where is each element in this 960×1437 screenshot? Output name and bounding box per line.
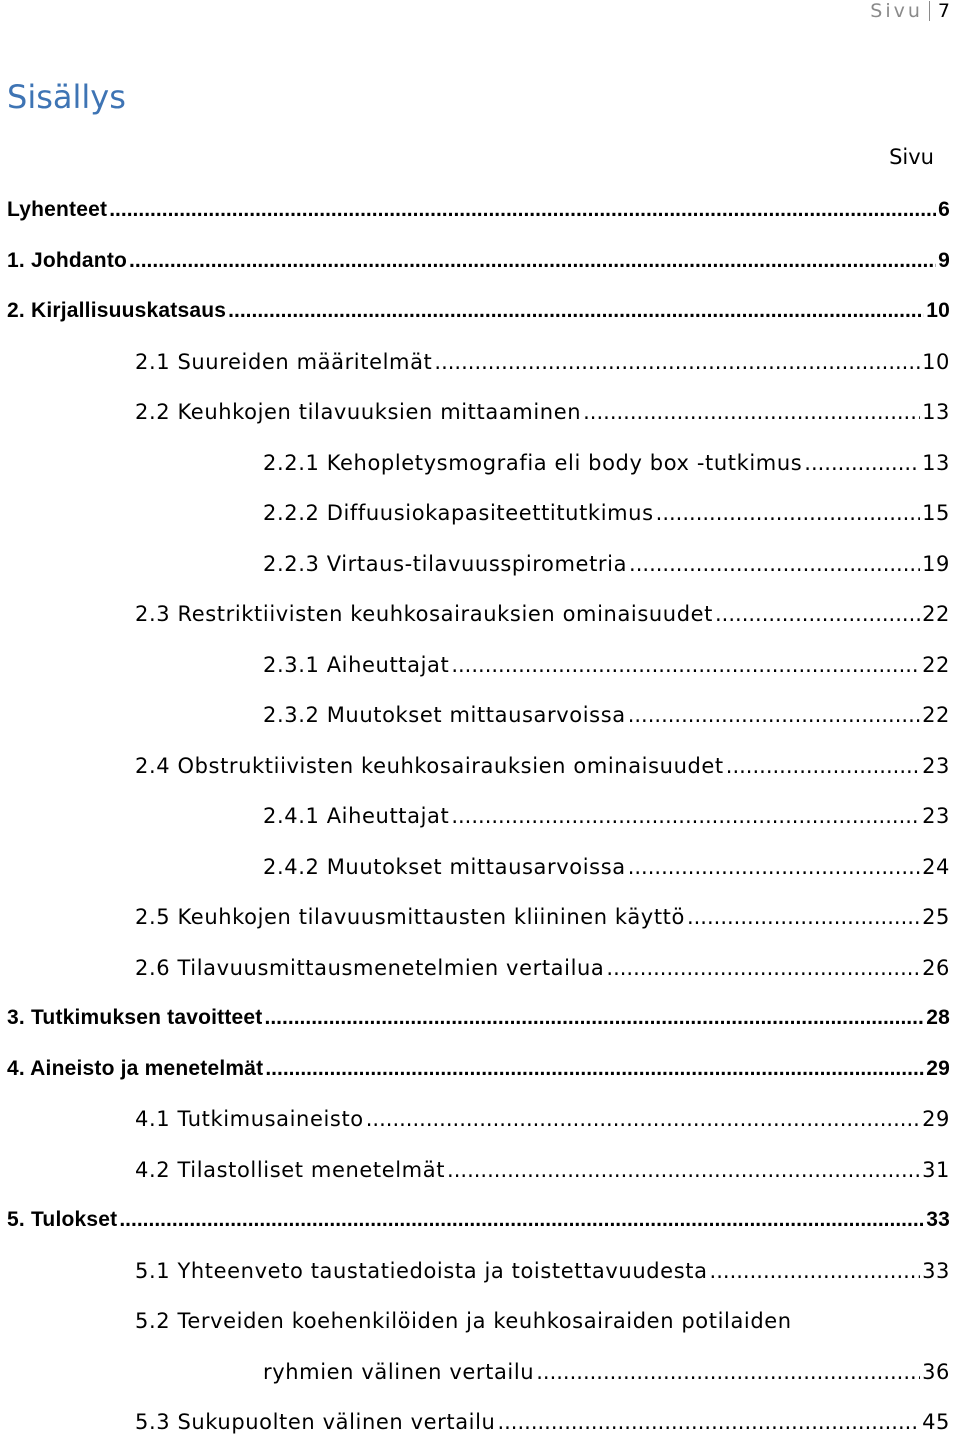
toc-entry-leader (434, 347, 920, 377)
toc-entry-page: 26 (922, 956, 950, 980)
toc-entry-page: 22 (922, 602, 950, 626)
toc-entry-label: 5. Tulokset (7, 1208, 118, 1231)
toc-entry-page: 23 (922, 804, 950, 828)
toc-entry-leader (710, 1256, 921, 1286)
toc-entry[interactable] (135, 1104, 950, 1134)
toc-entry-leader (497, 1407, 920, 1437)
toc-entry-leader (628, 700, 920, 730)
toc-entry-page: 28 (926, 1006, 950, 1029)
toc-entry-label: 2.2.2 Diffuusiokapasiteettitutkimus (263, 501, 654, 525)
toc-entry-page: 15 (922, 501, 950, 525)
toc-entry-label: 2.3.1 Aiheuttajat (263, 653, 450, 677)
toc-entry-page: 22 (922, 653, 950, 677)
toc-entry-page: 10 (926, 299, 950, 322)
toc-entry-page: 22 (922, 703, 950, 727)
toc-entry-label: 5.2 Terveiden koehenkilöiden ja keuhkosairaiden potilaiden (135, 1309, 792, 1333)
toc-entry-page: 36 (922, 1360, 950, 1384)
toc-entry[interactable] (135, 953, 950, 983)
toc-entry-leader (265, 1054, 924, 1084)
toc-entry-label: 1. Johdanto (7, 249, 128, 272)
toc-entry-page: 23 (922, 754, 950, 778)
toc-entry[interactable] (135, 397, 950, 427)
toc-entry-page: 25 (922, 905, 950, 929)
toc-entry[interactable] (135, 1407, 950, 1437)
toc-entry[interactable] (263, 650, 950, 680)
toc-entry-leader (228, 296, 924, 326)
toc-entry-label: 2.4.2 Muutokset mittausarvoissa (263, 855, 626, 879)
toc-entry[interactable] (135, 902, 950, 932)
toc-entry[interactable] (7, 195, 950, 225)
toc-entry[interactable] (135, 1306, 950, 1336)
toc-entry[interactable] (135, 751, 950, 781)
toc-entry-leader (628, 852, 920, 882)
page-header-separator (929, 1, 930, 21)
toc-entry-leader (726, 751, 920, 781)
toc-entry-page: 10 (922, 350, 950, 374)
toc-entry-leader (265, 1003, 925, 1033)
toc-entry-label: 2.3 Restriktiivisten keuhkosairauksien ominaisuudet (135, 602, 713, 626)
toc-entry-leader (606, 953, 920, 983)
toc-entry-leader (366, 1104, 920, 1134)
toc-entry-page: 31 (922, 1158, 950, 1182)
toc-entry-label: 2.3.2 Muutokset mittausarvoissa (263, 703, 626, 727)
toc-entry-page: 33 (922, 1259, 950, 1283)
toc-entry-page: 19 (922, 552, 950, 576)
toc-entry-label: 2.5 Keuhkojen tilavuusmittausten kliininen käyttö (135, 905, 685, 929)
toc-entry[interactable] (135, 1155, 950, 1185)
toc-entry[interactable] (7, 296, 950, 326)
toc-entry-leader (715, 599, 920, 629)
toc-entry-page: 29 (922, 1107, 950, 1131)
toc-entry[interactable] (7, 1054, 950, 1084)
toc-entry[interactable] (135, 1256, 950, 1286)
toc-entry-leader (583, 397, 920, 427)
toc-entry-label: 2.2.3 Virtaus-tilavuusspirometria (263, 552, 628, 576)
page-header-label: Sivu (870, 0, 923, 22)
toc-entry[interactable] (135, 347, 950, 377)
toc-entry-label: 2. Kirjallisuuskatsaus (7, 299, 227, 322)
toc-entry-leader (656, 498, 920, 528)
toc-entry-label: 2.2 Keuhkojen tilavuuksien mittaaminen (135, 400, 582, 424)
toc-entry[interactable] (263, 448, 950, 478)
toc-entry[interactable] (263, 1357, 950, 1387)
toc-entry-label: 2.6 Tilavuusmittausmenetelmien vertailua (135, 956, 605, 980)
page-column-label: Sivu (889, 145, 934, 169)
toc-entry-leader (687, 902, 920, 932)
toc-entry-label: 3. Tutkimuksen tavoitteet (7, 1006, 263, 1029)
toc-entry-label: 5.1 Yhteenveto taustatiedoista ja toistettavuudesta (135, 1259, 708, 1283)
toc-entry-label: Lyhenteet (7, 198, 108, 221)
toc-entry-label: ryhmien välinen vertailu (263, 1360, 535, 1384)
toc-entry-page: 13 (922, 451, 950, 475)
toc-title: Sisällys (7, 78, 126, 116)
toc-entry-page: 13 (922, 400, 950, 424)
toc-entry-page: 45 (922, 1410, 950, 1434)
toc-entry[interactable] (263, 700, 950, 730)
toc-entry-leader (629, 549, 920, 579)
toc-entry-page: 33 (926, 1208, 950, 1231)
toc-entry-label: 4.2 Tilastolliset menetelmät (135, 1158, 446, 1182)
toc-entry-label: 4.1 Tutkimusaineisto (135, 1107, 364, 1131)
toc-entry-leader (536, 1357, 920, 1387)
toc-entry[interactable] (135, 599, 950, 629)
page-header-number: 7 (937, 0, 950, 22)
toc-entry[interactable] (7, 1003, 950, 1033)
toc-entry-leader (119, 1205, 924, 1235)
toc-entry-label: 5.3 Sukupuolten välinen vertailu (135, 1410, 496, 1434)
toc-entry-leader (447, 1155, 920, 1185)
page-header (870, 0, 950, 22)
toc-entry-leader (109, 195, 936, 225)
toc-entry-leader (804, 448, 920, 478)
toc-entry-label: 2.4 Obstruktiivisten keuhkosairauksien ominaisuudet (135, 754, 724, 778)
toc-entry[interactable] (263, 801, 950, 831)
toc-entry[interactable] (263, 852, 950, 882)
toc-entry[interactable] (263, 549, 950, 579)
toc-entry-label: 2.1 Suureiden määritelmät (135, 350, 433, 374)
toc-entry-page: 24 (922, 855, 950, 879)
toc-entry-page: 29 (926, 1057, 950, 1080)
toc-entry-leader (451, 650, 920, 680)
toc-entry-leader (451, 801, 920, 831)
toc-entry-label: 2.4.1 Aiheuttajat (263, 804, 450, 828)
toc-entry-label: 4. Aineisto ja menetelmät (7, 1057, 264, 1080)
toc-entry-label: 2.2.1 Kehopletysmografia eli body box -tutkimus (263, 451, 803, 475)
toc-entry[interactable] (7, 246, 950, 276)
toc-entry[interactable] (263, 498, 950, 528)
toc-entry-page: 9 (938, 249, 950, 272)
toc-entry-page: 6 (938, 198, 950, 221)
toc-entry-leader (129, 246, 936, 276)
toc-entry[interactable] (7, 1205, 950, 1235)
